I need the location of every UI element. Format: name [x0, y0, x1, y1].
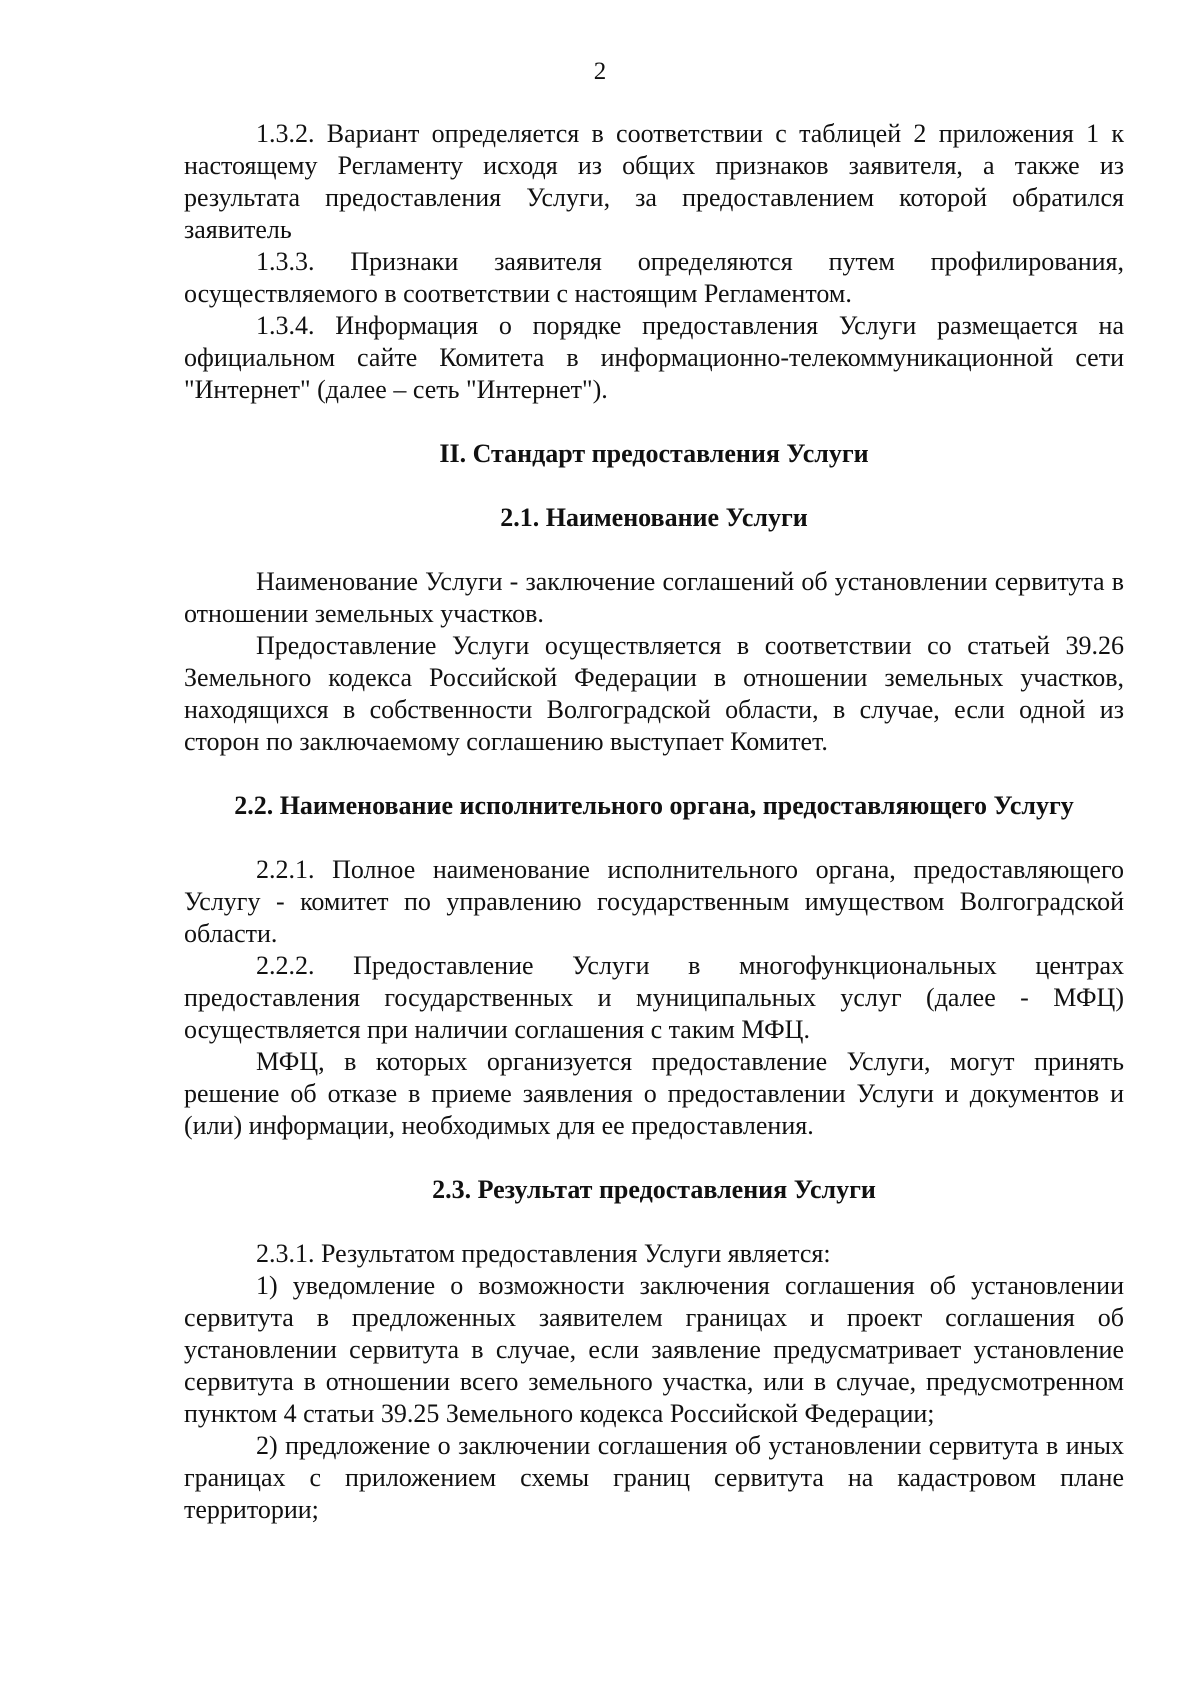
- paragraph-2-3-1: 2.3.1. Результатом предоставления Услуги является:: [256, 1239, 831, 1268]
- paragraph-2-1-basis: Предоставление Услуги осуществляется в соответствии со статьей 39.26 Земельного кодекса Российской Федерации в отношении земельных участков, находящихся в собственности Волгоградской области, в случае, если одной из сторон по заключаемому соглашению выступает Комитет.: [184, 631, 1124, 756]
- paragraph-2-2-2: 2.2.2. Предоставление Услуги в многофункциональных центрах предоставления государственных и муниципальных услуг (далее - МФЦ) осуществляется при наличии соглашения с таким МФЦ.: [184, 951, 1124, 1044]
- section-2-heading: II. Стандарт предоставления Услуги: [439, 439, 869, 468]
- document-body: [184, 118, 1124, 1526]
- paragraph-2-2-mfc: МФЦ, в которых организуется предоставление Услуги, могут принять решение об отказе в приеме заявления о предоставлении Услуги и документов и (или) информации, необходимых для ее предоставления.: [184, 1047, 1124, 1140]
- paragraph-1-3-4: 1.3.4. Информация о порядке предоставления Услуги размещается на официальном сайте Комитета в информационно-телекоммуникационной сети "Интернет" (далее – сеть "Интернет").: [184, 311, 1124, 404]
- paragraph-1-3-2: 1.3.2. Вариант определяется в соответствии с таблицей 2 приложения 1 к настоящему Регламенту исходя из общих признаков заявителя, а также из результата предоставления Услуги, за предоставлением которой обратился заявитель: [184, 119, 1124, 244]
- paragraph-2-1-name: Наименование Услуги - заключение соглашений об установлении сервитута в отношении земельных участков.: [184, 567, 1124, 628]
- paragraph-1-3-3: 1.3.3. Признаки заявителя определяются путем профилирования, осуществляемого в соответствии с настоящим Регламентом.: [184, 247, 1124, 308]
- paragraph-2-3-1-item-2: 2) предложение о заключении соглашения об установлении сервитута в иных границах с приложением схемы границ сервитута на кадастровом плане территории;: [184, 1431, 1124, 1524]
- paragraph-2-3-1-item-1: 1) уведомление о возможности заключения соглашения об установлении сервитута в предложенных заявителем границах и проект соглашения об установлении сервитута в случае, если заявление предусматривает установление сервитута в отношении всего земельного участка, или в случае, предусмотренном пунктом 4 статьи 39.25 Земельного кодекса Российской Федерации;: [184, 1271, 1124, 1428]
- subsection-2-1-heading: 2.1. Наименование Услуги: [500, 503, 808, 532]
- subsection-2-3-heading: 2.3. Результат предоставления Услуги: [432, 1175, 876, 1204]
- subsection-2-2-heading: 2.2. Наименование исполнительного органа, предоставляющего Услугу: [234, 791, 1074, 820]
- paragraph-2-2-1: 2.2.1. Полное наименование исполнительного органа, предоставляющего Услугу - комитет по управлению государственным имуществом Волгоградской области.: [184, 855, 1124, 948]
- page-number: 2: [593, 58, 607, 85]
